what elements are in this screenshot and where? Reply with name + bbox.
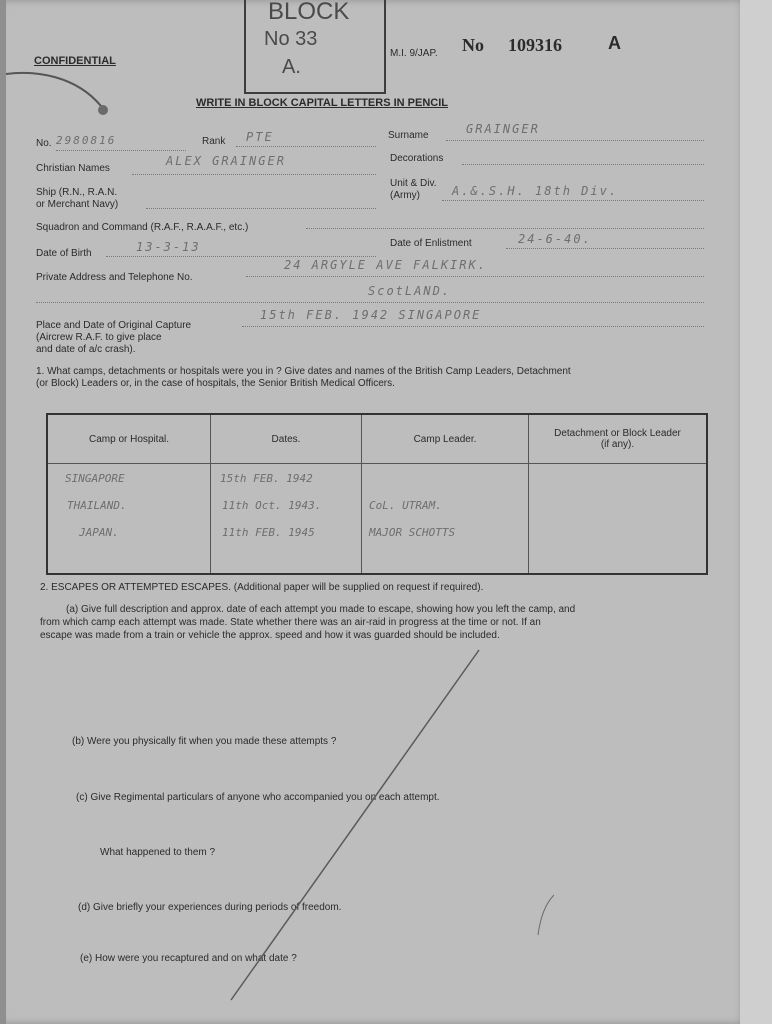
q2d: (d) Give briefly your experiences during periods of freedom. [78,902,342,913]
q2a-line-2: from which camp each attempt was made. State whether there was an air-raid in progress at the time or not. If an [40,617,541,628]
instruction-heading: WRITE IN BLOCK CAPITAL LETTERS IN PENCIL [196,97,448,109]
ref-label: M.I. 9/JAP. [390,48,438,59]
rank-value: PTE [246,130,274,144]
camp-name: SINGAPORE [65,472,125,485]
camp-date: 11th Oct. 1943. [222,499,322,512]
no-value: 2980816 [56,134,117,147]
column-header: Camp Leader. [362,414,529,464]
rank-label: Rank [202,136,226,147]
stamp-line-2: No 33 [264,28,318,50]
q2a-line-3: escape was made from a train or vehicle the approx. speed and how it was guarded should be included. [40,630,500,641]
column-header: Camp or Hospital. [47,414,211,464]
form-number: 109316 [508,35,562,55]
stamp-line-3: A. [282,56,301,78]
ship-label-2: or Merchant Navy) [36,199,119,210]
q2b: (b) Were you physically fit when you made these attempts ? [72,736,337,747]
dob-value: 13-3-13 [136,240,201,254]
q2e: (e) How were you recaptured and on what date ? [80,953,297,964]
column-header: Dates. [211,414,362,464]
camp-leader: MAJOR SCHOTTS [369,526,456,539]
page-edge [740,0,772,1024]
q2c-what-happened: What happened to them ? [100,847,216,858]
christian-value: ALEX GRAINGER [166,154,286,168]
capture-label-2: (Aircrew R.A.F. to give place [36,332,162,343]
q2a-line-1: (a) Give full description and approx. date of each attempt you made to escape, showing how you left the camp, and [66,604,576,615]
capture-label-3: and date of a/c crash). [36,344,136,355]
christian-label: Christian Names [36,163,110,174]
address-line-2: ScotLAND. [368,284,452,298]
q2c: (c) Give Regimental particulars of anyone who accompanied you on each attempt. [76,792,440,803]
camp-name: JAPAN. [79,526,119,539]
decorations-label: Decorations [390,153,444,164]
q1-line-1: 1. What camps, detachments or hospitals were you in ? Give dates and names of the British Camp Leaders, Detachment [36,366,571,377]
address-label: Private Address and Telephone No. [36,272,193,283]
number-prefix: No [462,35,484,55]
column-header: Detachment or Block Leader (if any). [529,414,708,464]
unit-value: A.&.S.H. 18th Div. [452,184,619,198]
q1-line-2: (or Block) Leaders or, in the case of hospitals, the Senior British Medical Officers. [36,378,395,389]
pencil-cancellation-line [6,0,748,1024]
surname-value: GRAINGER [466,122,540,136]
capture-label-1: Place and Date of Original Capture [36,320,192,331]
capture-value: 15th FEB. 1942 SINGAPORE [260,308,482,322]
camp-date: 11th FEB. 1945 [222,526,315,539]
form-suffix: A [608,33,621,53]
unit-label-2: (Army) [390,190,420,201]
camp-name: THAILAND. [67,499,127,512]
enlistment-value: 24-6-40. [518,232,592,246]
q2-title: 2. ESCAPES OR ATTEMPTED ESCAPES. (Additional paper will be supplied on request if required). [40,582,484,593]
stamp-line-1: BLOCK [268,0,350,25]
camp-leader: CoL. UTRAM. [369,499,442,512]
address-line-1: 24 ARGYLE AVE FALKIRK. [284,258,487,272]
camp-date: 15th FEB. 1942 [220,472,313,485]
no-label: No. [36,138,52,149]
enlistment-label: Date of Enlistment [390,238,472,249]
confidential-label: CONFIDENTIAL [34,55,116,67]
ship-label-1: Ship (R.N., R.A.N. [36,187,118,198]
squadron-label: Squadron and Command (R.A.F., R.A.A.F., etc.) [36,222,249,233]
form-page [6,0,748,1024]
dob-label: Date of Birth [36,248,92,259]
surname-label: Surname [388,130,429,141]
unit-label-1: Unit & Div. [390,178,437,189]
